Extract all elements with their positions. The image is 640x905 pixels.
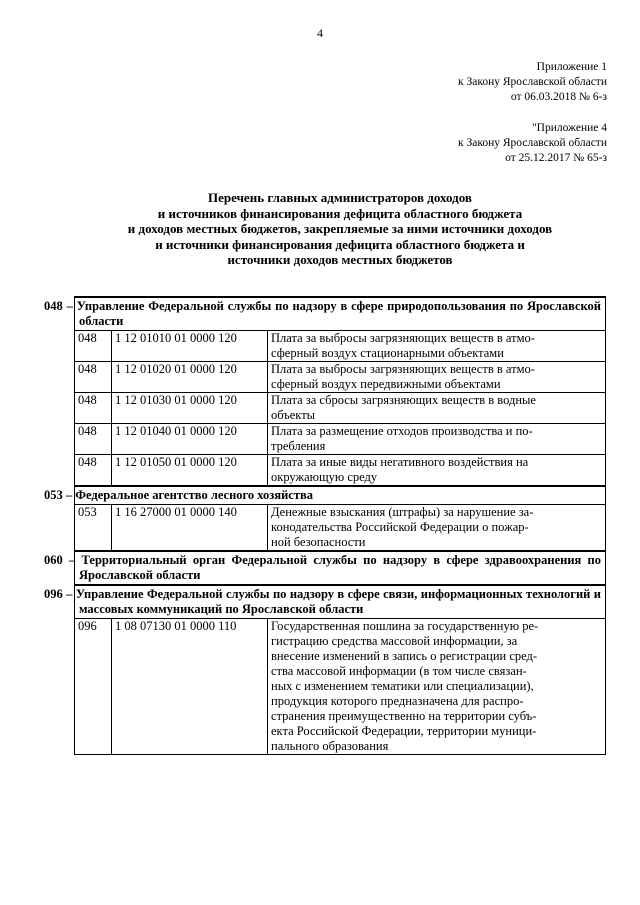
description-line: гистрацию средства массовой информации, за <box>271 634 518 648</box>
description-line: пального образования <box>271 739 389 753</box>
appendix-line: Приложение 1 <box>536 61 607 73</box>
description-line: сферный воздух передвижными объектами <box>271 377 501 391</box>
description-line: внесение изменений в запись о регистрации сред- <box>271 649 538 663</box>
table-row <box>75 424 606 455</box>
admin-code-cell: 048 <box>75 331 112 362</box>
description-line: Плата за иные виды негативного воздействия на <box>271 455 529 469</box>
group-heading: 096 – Управление Федеральной службы по надзору в сфере связи, информационных технологий и массовых коммуникаций по Ярославской области <box>75 585 606 619</box>
budget-code-cell: 1 12 01010 01 0000 120 <box>112 331 268 362</box>
budget-code-cell: 1 12 01020 01 0000 120 <box>112 362 268 393</box>
title-line: и источники финансирования дефицита областного бюджета и <box>155 236 525 252</box>
document-title <box>60 190 620 268</box>
admin-code-cell: 053 <box>75 505 112 552</box>
description-line: сферный воздух стационарными объектами <box>271 346 504 360</box>
admin-code-cell: 096 <box>75 619 112 755</box>
description-line: Денежные взыскания (штрафы) за нарушение за- <box>271 505 534 519</box>
description-line: ных с изменением тематики или специализации), <box>271 679 534 693</box>
table-row <box>75 362 606 393</box>
description-line: ной безопасности <box>271 535 366 549</box>
group-heading: 053 – Федеральное агентство лесного хозяйства <box>75 486 606 505</box>
budget-code-cell: 1 16 27000 01 0000 140 <box>112 505 268 552</box>
description-cell <box>268 331 606 362</box>
admin-code-cell: 048 <box>75 424 112 455</box>
title-line: источники доходов местных бюджетов <box>227 252 453 267</box>
title-line: и источников финансирования дефицита областного бюджета <box>157 205 523 221</box>
description-line: продукция которого предназначена для распро- <box>271 694 524 708</box>
description-line: Государственная пошлина за государственную ре- <box>271 619 539 633</box>
group-heading: 048 – Управление Федеральной службы по надзору в сфере природопользования по Ярославской области <box>75 297 606 331</box>
description-line: окружающую среду <box>271 470 378 484</box>
description-cell <box>268 455 606 487</box>
group-row <box>75 297 606 331</box>
description-cell <box>268 619 606 755</box>
group-row <box>75 585 606 619</box>
page-number: 4 <box>317 26 323 40</box>
group-heading: 060 – Территориальный орган Федеральной службы по надзору в сфере здравоохранения по Ярославской области <box>75 551 606 585</box>
appendix-line: к Закону Ярославской области <box>458 76 607 88</box>
admin-code-cell: 048 <box>75 455 112 487</box>
description-cell <box>268 424 606 455</box>
appendix-line: "Приложение 4 <box>531 122 607 134</box>
group-row <box>75 486 606 505</box>
budget-code-cell: 1 08 07130 01 0000 110 <box>112 619 268 755</box>
description-line: Плата за размещение отходов производства и по- <box>271 424 533 438</box>
table-row <box>75 619 606 755</box>
description-line: Плата за выбросы загрязняющих веществ в атмо- <box>271 362 535 376</box>
description-cell <box>268 393 606 424</box>
admin-code-cell: 048 <box>75 393 112 424</box>
description-cell <box>268 362 606 393</box>
appendix-line: к Закону Ярославской области <box>458 137 607 149</box>
description-line: странения преимущественно на территории субъ- <box>271 709 537 723</box>
appendix-line: от 06.03.2018 № 6-з <box>510 91 607 103</box>
budget-code-cell: 1 12 01050 01 0000 120 <box>112 455 268 487</box>
description-line: объекты <box>271 408 316 422</box>
title-line: и доходов местных бюджетов, закрепляемые за ними источники доходов <box>127 221 553 236</box>
table-row <box>75 505 606 552</box>
description-line: екта Российской Федерации, территории муници- <box>271 724 537 738</box>
appendix-line: от 25.12.2017 № 65-з <box>505 152 607 164</box>
administrators-table <box>44 296 606 755</box>
description-line: Плата за сбросы загрязняющих веществ в водные <box>271 393 536 407</box>
description-line: ства массовой информации (в том числе связан- <box>271 664 527 678</box>
table-row <box>75 393 606 424</box>
table-row <box>75 455 606 487</box>
budget-code-cell: 1 12 01030 01 0000 120 <box>112 393 268 424</box>
admin-code-cell: 048 <box>75 362 112 393</box>
group-row <box>75 551 606 585</box>
appendix-amended <box>458 121 607 166</box>
budget-code-cell: 1 12 01040 01 0000 120 <box>112 424 268 455</box>
table-row <box>75 331 606 362</box>
description-line: требления <box>271 439 326 453</box>
description-line: конодательства Российской Федерации о пожар- <box>271 520 529 534</box>
title-line: Перечень главных администраторов доходов <box>208 190 472 205</box>
description-cell <box>268 505 606 552</box>
description-line: Плата за выбросы загрязняющих веществ в атмо- <box>271 331 535 345</box>
appendix-current <box>458 60 607 105</box>
